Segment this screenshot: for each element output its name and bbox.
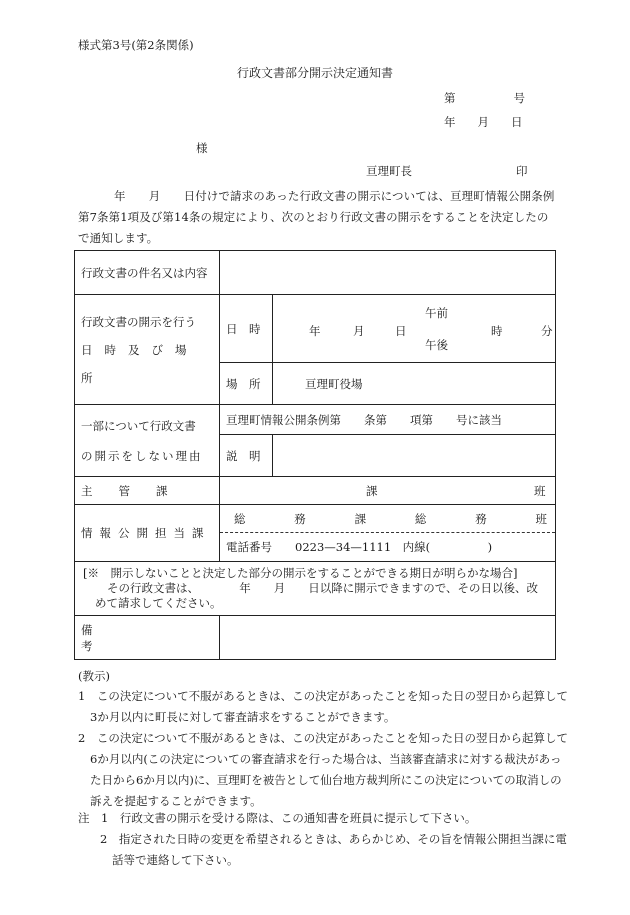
remark-1: 注 1 行政文書の開示を受ける際は、この通知書を班員に提示して下さい。 xyxy=(78,811,477,825)
subject-row xyxy=(75,251,556,295)
dt-am: 午前 xyxy=(425,305,448,320)
remarks-row xyxy=(75,616,556,660)
datetime-sub-label: 日 時 xyxy=(220,295,273,363)
dept-label: 主管課 xyxy=(75,477,220,505)
number-prefix: 第 xyxy=(444,91,456,105)
info-phone: 電話番号 0223—34—1111 内線( ) xyxy=(220,532,555,561)
reason-label xyxy=(75,405,220,477)
notes-item-2: 2 この決定について不服があるときは、この決定があったことを知った日の翌日から起算して6か月以内(この決定についての審査請求を行った場合は、当該審査請求に対する裁決があった日から6か月以内)に、亘理町を被告として仙台地方裁判所にこの決定についての取消しの訴えを提起することができます。 xyxy=(78,731,568,808)
remarks-label: 備考 xyxy=(75,616,220,660)
future-row xyxy=(75,562,556,616)
datetime-label-line1: 行政文書の開示を行う xyxy=(81,314,196,329)
place-value: 亘理町役場 xyxy=(273,363,556,405)
seal-mark: 印 xyxy=(516,164,528,178)
info-dept-name: 総 務 課 総 務 班 xyxy=(234,511,547,526)
notes-heading: (教示) xyxy=(78,669,110,683)
dt-minute: 分 xyxy=(541,323,553,338)
date-month: 月 xyxy=(477,115,489,129)
form-number: 様式第3号(第2条関係) xyxy=(78,38,194,52)
info-value xyxy=(220,505,556,562)
document-date xyxy=(444,114,523,130)
explanation-value[interactable] xyxy=(273,435,556,477)
intro-paragraph: 年 月 日付けで請求のあった行政文書の開示については、亘理町情報公開条例第7条第1項及び第14条の規定により、次のとおり行政文書の開示をすることを決定したので通知します。 xyxy=(78,189,555,245)
future-note-body: その行政文書は、 年 月 日以降に開示できますので、その日以後、改めて請求してください。 xyxy=(95,581,539,610)
explanation-sub-label: 説 明 xyxy=(220,435,273,477)
dept-han: 班 xyxy=(534,483,546,498)
dt-year: 年 xyxy=(309,323,321,338)
document-number xyxy=(444,90,525,106)
future-note xyxy=(75,562,556,616)
dept-ka: 課 xyxy=(366,483,378,498)
dt-hour: 時 xyxy=(491,323,503,338)
info-label: 情報公開担当課 xyxy=(75,505,220,562)
date-day: 日 xyxy=(511,115,523,129)
number-suffix: 号 xyxy=(513,91,525,105)
document-title: 行政文書部分開示決定通知書 xyxy=(236,66,393,80)
dt-pm: 午後 xyxy=(425,337,448,352)
date-year: 年 xyxy=(444,115,456,129)
notes-item-1: 1 この決定について不服があるときは、この決定があったことを知った日の翌日から起算して3か月以内に町長に対して審査請求をすることができます。 xyxy=(78,689,568,724)
datetime-label xyxy=(75,295,220,405)
remarks-value[interactable] xyxy=(220,616,556,660)
subject-value[interactable] xyxy=(220,251,556,295)
future-note-heading: [※ 開示しないことと決定した部分の開示をすることができる期日が明らかな場合] xyxy=(83,566,518,580)
dt-day: 日 xyxy=(395,323,407,338)
reason-row xyxy=(75,405,556,435)
dept-row xyxy=(75,477,556,505)
info-row xyxy=(75,505,556,562)
reason-clause: 亘理町情報公開条例第 条第 項第 号に該当 xyxy=(220,405,556,435)
place-sub-label: 場 所 xyxy=(220,363,273,405)
dt-month: 月 xyxy=(353,323,365,338)
reason-label-line2: の開示をしない理由 xyxy=(81,448,203,463)
reason-label-line1: 一部について行政文書 xyxy=(81,418,196,433)
remark-2: 2 指定された日時の変更を希望されるときは、あらかじめ、その旨を情報公開担当課に電話等で連絡して下さい。 xyxy=(100,832,567,867)
datetime-row xyxy=(75,295,556,363)
datetime-label-line2: 日時及び場所 xyxy=(81,342,199,385)
subject-label: 行政文書の件名又は内容 xyxy=(75,251,220,295)
datetime-value[interactable] xyxy=(273,295,556,363)
dept-value[interactable] xyxy=(220,477,556,505)
addressee-suffix: 様 xyxy=(196,141,208,155)
sender-name: 亘理町長 xyxy=(366,164,412,178)
notice-table xyxy=(74,250,556,660)
